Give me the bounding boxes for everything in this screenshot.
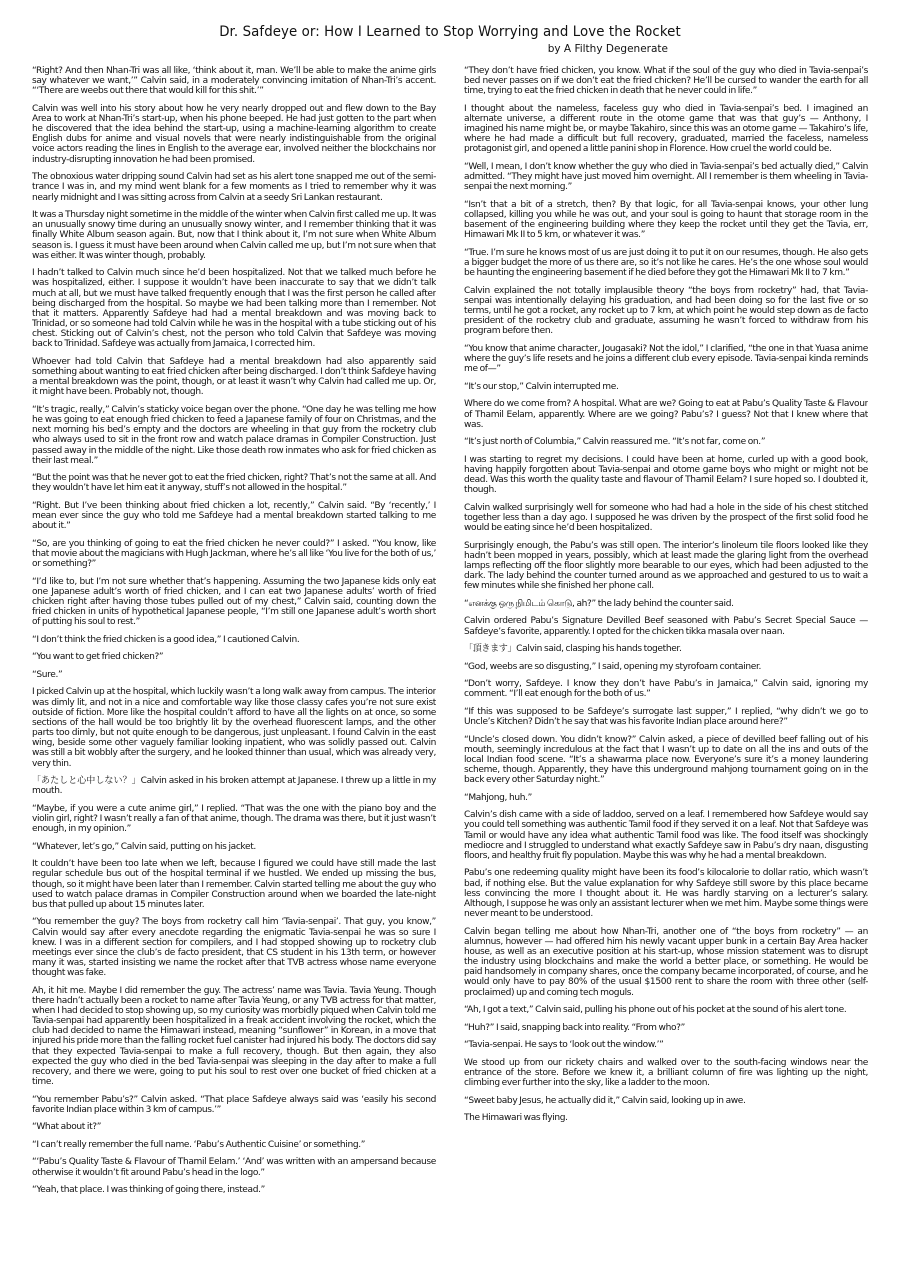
paragraph: The obnoxious water dripping sound Calvin had set as his alert tone snapped me out of the semi-trance I was in, and my mind went blank for a few moments as I tried to remember why it was nearly midnight and I was sitting across from Calvin at a seedy Sri Lankan restaurant. — [32, 172, 436, 203]
paragraph: “Right? And then Nhan-Tri was all like, ‘think about it, man. We’ll be able to make the anime girls say whatever we want,’” Calvin said, in a moderately convincing imitation of Nhan-Tri’s accent. “‘There are weebs out there that would kill for this shit.’” — [32, 66, 436, 97]
paragraph: “Sure.” — [32, 669, 63, 680]
paragraph: Calvin ordered Pabu’s Signature Devilled Beef seasoned with Pabu’s Secret Special Sauce — Safdeye’s favorite, apparently. I opted for the chicken tikka masala over naan. — [464, 616, 868, 637]
right-column — [464, 66, 868, 1278]
paragraph: I hadn’t talked to Calvin much since he’d been hospitalized. Not that we talked much before he was hospitalized, either. I suppose it wouldn’t have been inaccurate to say that we didn’t talk much at all, but we must have talked frequently enough that I was the first person he called after being discharged from the hospital. So maybe we had been talking more than I remember. Not that it matters. Apparently Safdeye had had a mental breakdown and was moving back to Trinidad, or so someone had told Calvin while he was in the hospital with a tube sticking out of his chest. Sticking out of Calvin’s chest, not the person who told Calvin that Safdeye was moving back to Trinidad. Safdeye was actually from Jamaica, I corrected him. — [32, 268, 436, 350]
paragraph: Where do we come from? A hospital. What are we? Going to eat at Pabu’s Quality Taste & Flavour of Thamil Eelam, apparently. Where are we going? Pabu’s? I guess? Not that I knew where that was. — [464, 399, 868, 430]
paragraph: “But the point was that he never got to eat the fried chicken, right? That’s not the same at all. And they wouldn’t have let him eat it anyway, stuff’s not allowed in the hospital.” — [32, 473, 436, 494]
paragraph: The Himawari was flying. — [464, 1113, 568, 1124]
paragraph: “Yeah, that place. I was thinking of going there, instead.” — [32, 1185, 265, 1196]
paragraph: “Maybe, if you were a cute anime girl,” I replied. “That was the one with the piano boy and the violin girl, right? I wasn’t really a fan of that anime, though. The drama was there, but it just wasn’t enough, in my opinion.” — [32, 803, 436, 835]
paragraph: I thought about the nameless, faceless guy who died in Tavia-senpai’s bed. I imagined an alternate universe, a different route in the otome game that was that guy’s — Anthony, I imagined his name might be, or maybe Takahiro, since this was an otome game — Takahiro’s life, where he had made a difficult but full recovery, graduated, married the faceless, nameless protagonist girl, and opened a little panini shop in Florence. How cruel the world could be. — [464, 103, 868, 155]
paragraph: “You remember the guy? The boys from rocketry call him ‘Tavia-senpai’. That guy, you know,” Calvin would say after every anecdote regarding the enigmatic Tavia-senpai he was so sure I knew. I was in a different section for compilers, and I had stopped showing up to rocketry club meetings ever since the club’s de facto president, that CS student in his 13th term, or however many it was, started insisting we name the rocket after that TVB actress whose name everyone thought was fake. — [32, 917, 436, 979]
paragraph: It couldn’t have been too late when we left, because I figured we could have still made the last regular schedule bus out of the hospital terminal if we hustled. We ended up missing the bus, though, so it might have been later than I remember. Calvin started telling me about the guy who used to watch palace dramas in Compiler Construction around when we boarded the late-night bus that pulled up about 15 minutes later. — [32, 859, 436, 910]
left-column — [32, 66, 436, 1278]
paragraph: “Isn’t that a bit of a stretch, then? By that logic, for all Tavia-senpai knows, your other lung collapsed, killing you while he was out, and your soul is going to haunt that storage room in the basement of the engineering building where they keep the rocket until they get the Tavia, err, Himawari Mk II to 5 km, or whatever it was.” — [464, 199, 868, 241]
paragraph: It was a Thursday night sometime in the middle of the winter when Calvin first called me up. It was an unusually snowy time during an unusually snowy winter, and I remember thinking that it was finally White Album season again. But, now that I think about it, I’m not sure when White Album season is. I guess it must have been around when Calvin called me up, but I’m not sure when that was either. It was winter though, probably. — [32, 210, 436, 261]
document-byline: by A Filthy Degenerate — [547, 43, 668, 55]
paragraph: “It’s our stop,” Calvin interrupted me. — [464, 381, 619, 392]
paragraph: “Right. But I’ve been thinking about fried chicken a lot, recently,” Calvin said. “By ‘recently,’ I mean ever since the guy who told me Safdeye had a mental breakdown started talking to me about it.” — [32, 500, 436, 532]
paragraph: I picked Calvin up at the hospital, which luckily wasn’t a long walk away from campus. The interior was dimly lit, and not in a nice and comfortable way like those classy cafes you’re not sure exist outside of fiction. More like the hospital couldn’t afford to have all the lights on at once, so some sections of the hall would be too brightly lit by the overhead fluorescent lamps, and the other parts too dimly, but not quite enough to be dangerous, just unpleasant. I found Calvin in the east wing, beside some other vaguely familiar looking inpatient, who was solidly passed out. Calvin was still a bit wobbly after the surgery, and he looked thinner than usual, which was already very, very thin. — [32, 687, 436, 769]
paragraph: “They don’t have fried chicken, you know. What if the soul of the guy who died in Tavia-senpai’s bed never passes on if we don’t eat the fried chicken? He’ll be cursed to wander the earth for all time, trying to eat the fried chicken in death that he never could in life.” — [464, 66, 868, 97]
paragraph: Calvin was well into his story about how he very nearly dropped out and flew down to the Bay Area to work at Nhan-Tri’s start-up, when his phone beeped. He had just gotten to the part when he discovered that the idea behind the start-up, using a machine-learning algorithm to create English dubs for anime and visual novels that were nearly indistinguishable from the original voice actors reading the lines in English to the average ear, involved neither the blockchains nor industry-disrupting innovation he had been promised. — [32, 103, 436, 165]
paragraph: “True. I’m sure he knows most of us are just doing it to put it on our resumes, though. He also gets a bigger budget the more of us there are, so it’s not like he cares. He’s the one whose soul would be haunting the engineering basement if he died before they got the Himawari Mk II to 7 km.” — [464, 247, 868, 279]
paragraph: Pabu’s one redeeming quality might have been its food’s kilocalorie to dollar ratio, which wasn’t bad, if nothing else. But the value explanation for why Safdeye still swore by this place became less convincing the more I thought about it. He was hardly starving on a lecturer’s salary. Although, I suppose he was only an assistant lecturer when we met him. Maybe some things were never meant to be understood. — [464, 868, 868, 920]
paragraph: “You know that anime character, Jougasaki? Not the idol,” I clarified, “the one in that Yuasa anime where the guy’s life resets and he joins a different club every episode. Tavia-senpai kinda reminds me of—” — [464, 343, 868, 375]
paragraph: “Sweet baby Jesus, he actually did it,” Calvin said, looking up in awe. — [464, 1095, 746, 1106]
paragraph: “It’s just north of Columbia,” Calvin reassured me. “It’s not far, come on.” — [464, 437, 766, 448]
paragraph: 「頂きます」Calvin said, clasping his hands together. — [464, 644, 682, 655]
paragraph: “You remember Pabu’s?” Calvin asked. “That place Safdeye always said was ‘easily his second favorite Indian place within 3 km of campus.’” — [32, 1094, 436, 1115]
paragraph: “So, are you thinking of going to eat the fried chicken he never could?” I asked. “You know, like that movie about the magicians with Hugh Jackman, where he’s all like ‘You live for the both of us,’ or something?” — [32, 538, 436, 570]
paragraph: Calvin’s dish came with a side of laddoo, served on a leaf. I remembered how Safdeye would say you could tell something was authentic Tamil food if they served it on a leaf. Not that Safdeye was Tamil or would have any idea what authentic Tamil food was like. The food itself was shockingly mediocre and I struggled to understand what exactly Safdeye saw in Pabu’s dry naan, disgusting floors, and healthy fruit fly population. Maybe this was why he had a mental breakdown. — [464, 810, 868, 861]
paragraph: Calvin explained the not totally implausible theory “the boys from rocketry” had, that Tavia-senpai was intentionally delaying his graduation, and had been doing so for the last five or so terms, until he got a rocket, any rocket up to 7 km, at which point he would step down as de facto president of the rocketry club and graduate, assuming he wasn’t forced to withdraw from his program before then. — [464, 285, 868, 337]
paragraph: “Mahjong, huh.” — [464, 792, 532, 803]
paragraph: Surprisingly enough, the Pabu’s was still open. The interior’s linoleum tile floors looked like they hadn’t been mopped in years, possibly, which at least made the glaring light from the overhead lamps reflecting off the floor slightly more bearable to our eyes, which had been adjusted to the dark. The lady behind the counter turned around as we approached and gestured to us to wait a few minutes while she finished her phone call. — [464, 540, 868, 592]
paragraph: “Ah, I got a text,” Calvin said, pulling his phone out of his pocket at the sound of his alert tone. — [464, 1005, 847, 1016]
paragraph: “I can’t really remember the full name. ‘Pabu’s Authentic Cuisine’ or something.” — [32, 1139, 366, 1150]
paragraph: “Tavia-senpai. He says to ‘look out the window.’” — [464, 1040, 664, 1051]
paragraph: Ah, it hit me. Maybe I did remember the guy. The actress’ name was Tavia. Tavia Yeung. Though there hadn’t actually been a rocket to name after Tavia Yeung, or any TVB actress for that matter, when I had decided to stop showing up, so my curiosity was morbidly piqued when Calvin told me Tavia-senpai had apparently been hospitalized in a freak accident involving the rocket, which the club had decided to name the Himawari instead, meaning “sunflower” in Korean, in a move that injured his pride more than the falling rocket fuel canister had injured his body. The doctors did say that they expected Tavia-senpai to make a full recovery, though. But then again, they also expected the guy who died in the bed Tavia-senpai was sleeping in the day after to make a full recovery, and there we were, going to put his soul to rest over one bucket of fried chicken at a time. — [32, 985, 436, 1088]
paragraph: We stood up from our rickety chairs and walked over to the south-facing windows near the entrance of the store. Before we knew it, a brilliant column of fire was lighting up the night, climbing ever further into the sky, like a ladder to the moon. — [464, 1057, 868, 1089]
paragraph: “I’d like to, but I’m not sure whether that’s happening. Assuming the two Japanese kids only eat one Japanese adult’s worth of fried chicken, and I can eat two Japanese adults’ worth of fried chicken right after having those tubes pulled out of my chest,” Calvin said, counting down the fried chicken in units of hypothetical Japanese people, “I’m still one Japanese adult’s worth short of putting his soul to rest.” — [32, 576, 436, 628]
paragraph: Whoever had told Calvin that Safdeye had a mental breakdown had also apparently said something about wanting to eat fried chicken after being discharged. I don’t think Safdeye having a mental breakdown was the point, though, or at least it wasn’t why Calvin had called me up. Or, it might have been. Probably not, though. — [32, 356, 436, 398]
paragraph: I was starting to regret my decisions. I could have been at home, curled up with a good book, having happily forgotten about Tavia-senpai and otome game boys who might or might not be dead. Was this worth the quality taste and flavour of Thamil Eelam? I sure hoped so. I doubted it, though. — [464, 454, 868, 496]
paragraph: “You want to get fried chicken?” — [32, 652, 164, 663]
paragraph: “Uncle’s closed down. You didn’t know?” Calvin asked, a piece of devilled beef falling out of his mouth, seemingly incredulous at the fact that I wasn’t up to date on all the ins and outs of the local Indian food scene. “It’s a shawarma place now. Everyone’s sure it’s a money laundering scheme, though. Apparently, they have this underground mahjong tournament going on in the back every other Saturday night.” — [464, 734, 868, 786]
paragraph: Calvin walked surprisingly well for someone who had had a hole in the side of his chest stitched together less than a day ago. I supposed he was driven by the prospect of the first solid food he would be eating since he’d been hospitalized. — [464, 502, 868, 534]
paragraph: “Don’t worry, Safdeye. I know they don’t have Pabu’s in Jamaica,” Calvin said, ignoring my comment. “I’ll eat enough for the both of us.” — [464, 679, 868, 700]
paragraph: “Well, I mean, I don’t know whether the guy who died in Tavia-senpai’s bed actually died,” Calvin admitted. “They might have just moved him overnight. All I remember is them wheeling in Tavia-senpai the next morning.” — [464, 162, 868, 193]
paragraph: “எனக்கு ஒரு நிமிடம் கொடு, ah?” the lady behind the counter said. — [464, 598, 734, 609]
document-title: Dr. Safdeye or: How I Learned to Stop Worrying and Love the Rocket — [219, 24, 681, 40]
paragraph: “Whatever, let’s go,” Calvin said, putting on his jacket. — [32, 841, 256, 852]
paragraph: “If this was supposed to be Safdeye’s surrogate last supper,” I replied, “why didn’t we go to Uncle’s Kitchen? Didn’t he say that was his favorite Indian place around here?” — [464, 706, 868, 727]
paragraph: Calvin began telling me about how Nhan-Tri, another one of “the boys from rocketry” — an alumnus, however — had offered him his newly vacant upper bunk in a certain Bay Area hacker house, as well as an executive position at his start-up, whose mission statement was to disrupt the industry using blockchains and make the world a better place, or something. He would be paid handsomely in company shares, once the company became incorporated, of course, and he would only have to pay 80% of the usual $1500 rent to share the room with three other (self-proclaimed) up and coming tech moguls. — [464, 926, 868, 998]
paragraph: “I don’t think the fried chicken is a good idea,” I cautioned Calvin. — [32, 634, 300, 645]
paragraph: “Huh?” I said, snapping back into reality. “From who?” — [464, 1022, 685, 1033]
paragraph: “What about it?” — [32, 1122, 102, 1133]
body-columns — [32, 66, 868, 1278]
paragraph: “It’s tragic, really,” Calvin’s staticky voice began over the phone. “One day he was telling me how he was going to eat enough fried chicken to feed a Japanese family of four on Christmas, and the next morning his bed’s empty and the doctors are wheeling in that guy from the rocketry club who always used to sit in the front row and watch palace dramas in Compiler Construction. Just passed away in the middle of the night. Like those death row inmates who ask for fried chicken as their last meal.” — [32, 404, 436, 466]
paragraph: “God, weebs are so disgusting,” I said, opening my styrofoam container. — [464, 661, 762, 672]
paragraph: “‘Pabu’s Quality Taste & Flavour of Thamil Eelam.’ ‘And’ was written with an ampersand because otherwise it wouldn’t fit around Pabu’s head in the logo.” — [32, 1157, 436, 1178]
paragraph: 「あたしと心中しない？」Calvin asked in his broken attempt at Japanese. I threw up a little in my mouth. — [32, 776, 436, 797]
